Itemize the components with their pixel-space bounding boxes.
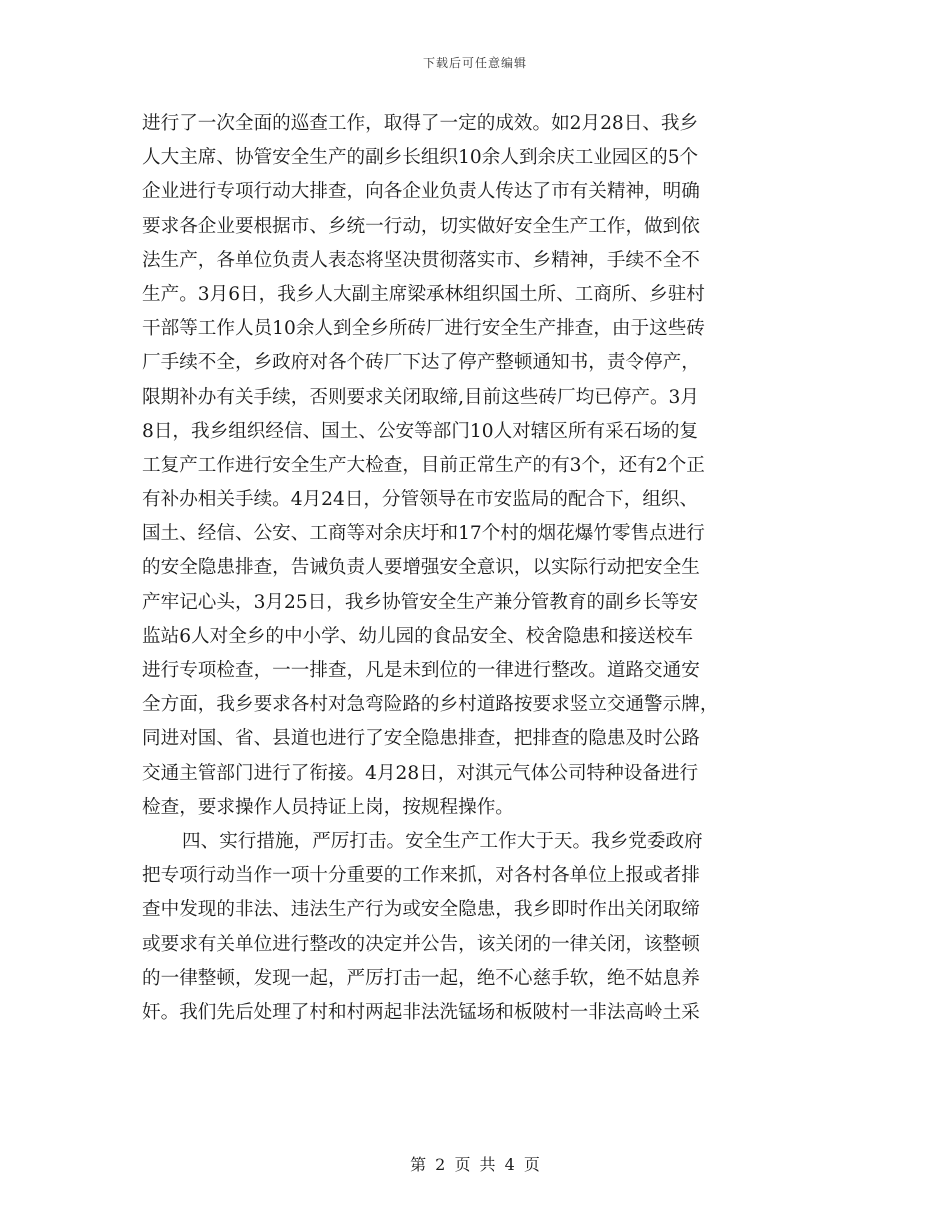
paragraph-start-line: 四、实行措施，严厉打击。安全生产工作大于天。我乡党委政府: [182, 830, 703, 852]
text-line: 国土、经信、公安、工商等对余庆圩和17个村的烟花爆竹零售点进行: [142, 523, 705, 545]
text-line: 检查，要求操作人员持证上岗，按规程操作。: [142, 796, 514, 818]
text-line: 产牢记心头，3月25日，我乡协管安全生产兼分管教育的副乡长等安: [142, 591, 699, 613]
document-body: [142, 107, 802, 1030]
page-header: 下载后可任意编辑: [422, 56, 527, 70]
text-line: 生产。3月6日，我乡人大副主席梁承林组织国土所、工商所、乡驻村: [142, 283, 705, 305]
text-line: 厂手续不全，乡政府对各个砖厂下达了停产整顿通知书，责令停产，: [142, 352, 700, 374]
text-line: 限期补办有关手续，否则要求关闭取缔,目前这些砖厂均已停产。3月: [142, 386, 699, 408]
text-line: 企业进行专项行动大排查，向各企业负责人传达了市有关精神，明确: [142, 181, 700, 203]
text-line: 干部等工作人员10余人到全乡所砖厂进行安全生产排查，由于这些砖: [142, 318, 705, 340]
text-line: 法生产，各单位负责人表态将坚决贯彻落实市、乡精神，手续不全不: [142, 249, 700, 271]
text-line: 有补办相关手续。4月24日，分管领导在市安监局的配合下，组织、: [142, 489, 699, 511]
text-line: 的一律整顿，发现一起，严厉打击一起，绝不心慈手软，绝不姑息养: [142, 967, 700, 989]
text-line: 交通主管部门进行了衔接。4月28日，对淇元气体公司特种设备进行: [142, 762, 699, 784]
text-line: 全方面，我乡要求各村对急弯险路的乡村道路按要求竖立交通警示牌，: [142, 694, 719, 716]
text-line: 或要求有关单位进行整改的决定并公告，该关闭的一律关闭，该整顿: [142, 933, 700, 955]
text-line: 的安全隐患排查，告诫负责人要增强安全意识，以实际行动把安全生: [142, 557, 700, 579]
text-line: 进行了一次全面的巡查工作，取得了一定的成效。如2月28日、我乡: [142, 113, 699, 134]
text-line: 查中发现的非法、违法生产行为或安全隐患，我乡即时作出关闭取缔: [142, 899, 700, 921]
text-line: 奸。我们先后处理了村和村两起非法洗锰场和板陂村一非法高岭土采: [142, 1001, 700, 1023]
text-line: 把专项行动当作一项十分重要的工作来抓，对各村各单位上报或者排: [142, 865, 700, 887]
text-line: 进行专项检查，一一排查，凡是未到位的一律进行整改。道路交通安: [142, 660, 700, 681]
text-line: 8日，我乡组织经信、国土、公安等部门10人对辖区所有采石场的复: [142, 420, 699, 442]
text-line: 工复产工作进行安全生产大检查，目前正常生产的有3个，还有2个正: [142, 454, 705, 476]
text-line: 要求各企业要根据市、乡统一行动，切实做好安全生产工作，做到依: [142, 215, 700, 237]
text-line: 人大主席、协管安全生产的副乡长组织10余人到余庆工业园区的5个: [142, 147, 699, 169]
page-number-footer: 第 2 页 共 4 页: [410, 1155, 540, 1174]
text-line: 同进对国、省、县道也进行了安全隐患排查，把排查的隐患及时公路: [142, 728, 700, 750]
text-line: 监站6人对全乡的中小学、幼儿园的食品安全、校舍隐患和接送校车: [142, 625, 694, 647]
